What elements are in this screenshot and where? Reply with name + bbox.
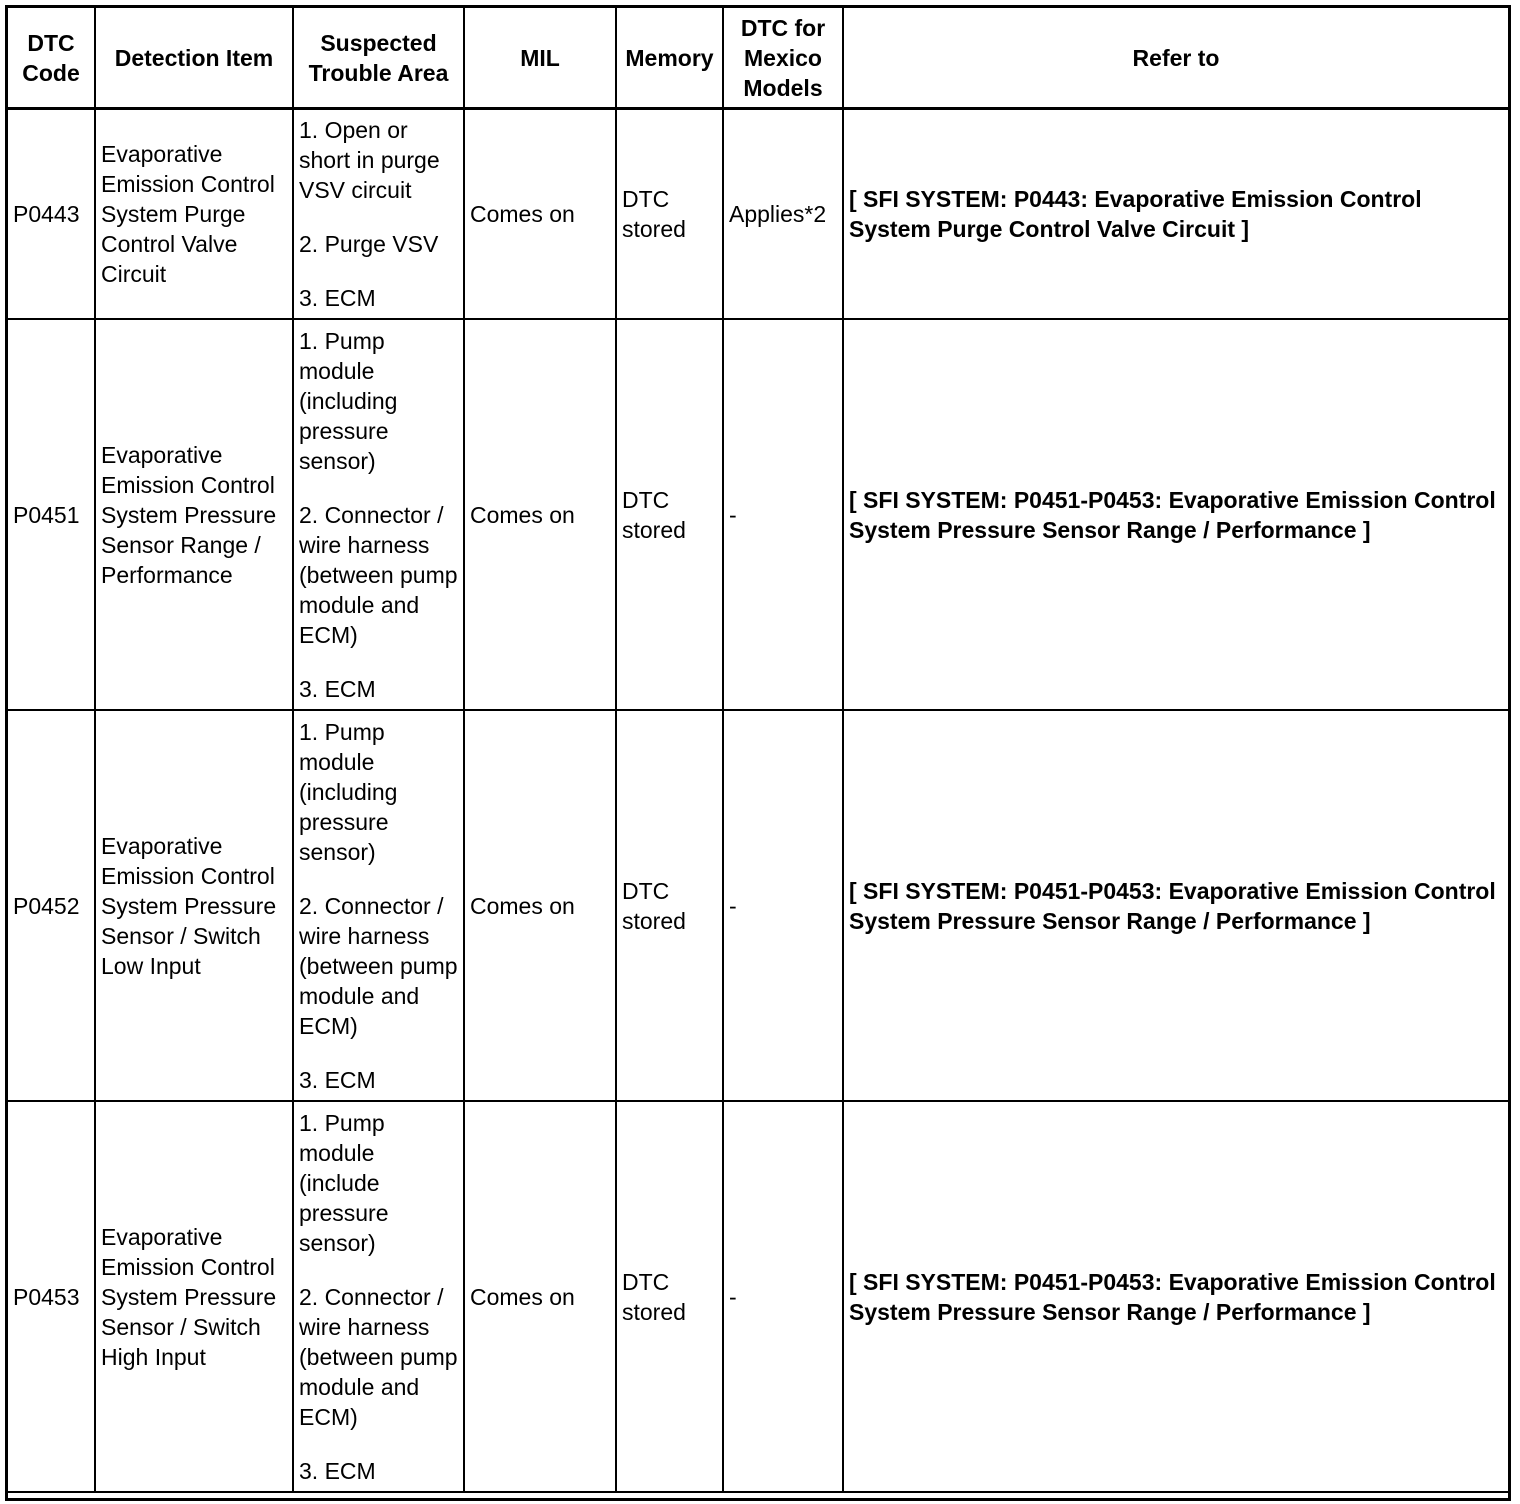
trouble-area-item: 2. Connector / wire harness (between pump module and ECM) — [299, 501, 458, 648]
trouble-area-item: 1. Open or short in purge VSV circuit — [299, 117, 440, 203]
mil-cell: Comes on — [464, 1101, 616, 1492]
detection-item-cell: Evaporative Emission Control System Pressure Sensor / Switch High Input — [95, 1101, 293, 1492]
trouble-area-item: 2. Connector / wire harness (between pump module and ECM) — [299, 892, 458, 1039]
memory-cell: DTC stored — [616, 1101, 723, 1492]
trouble-area-item: 1. Pump module (including pressure sensor) — [299, 718, 398, 865]
dtc-code-cell: P0443 — [7, 109, 95, 320]
table-row — [7, 1101, 1509, 1492]
trouble-area-item: 3. ECM — [299, 1457, 376, 1484]
mil-cell: Comes on — [464, 710, 616, 1101]
mexico-cell: - — [723, 1101, 843, 1492]
mexico-cell: - — [723, 319, 843, 710]
table-row — [7, 109, 1509, 320]
table-header-row — [7, 7, 1509, 109]
refer-to-link[interactable]: [ SFI SYSTEM: P0451-P0453: Evaporative Emission Control System Pressure Sensor Range / Performance ] — [843, 319, 1509, 710]
table-row — [7, 710, 1509, 1101]
refer-to-link[interactable]: [ SFI SYSTEM: P0451-P0453: Evaporative Emission Control System Pressure Sensor Range / Performance ] — [843, 710, 1509, 1101]
header-detection-item: Detection Item — [95, 7, 293, 109]
trouble-area-item: 1. Pump module (including pressure sensor) — [299, 327, 398, 474]
header-memory: Memory — [616, 7, 723, 109]
refer-to-link[interactable]: [ SFI SYSTEM: P0443: Evaporative Emission Control System Purge Control Valve Circuit ] — [843, 109, 1509, 320]
mexico-cell: Applies*2 — [723, 109, 843, 320]
memory-cell: DTC stored — [616, 109, 723, 320]
trouble-area-item: 2. Connector / wire harness (between pump module and ECM) — [299, 1283, 458, 1430]
memory-cell: DTC stored — [616, 319, 723, 710]
memory-cell: DTC stored — [616, 710, 723, 1101]
trouble-area-cell — [293, 319, 464, 710]
header-mil: MIL — [464, 7, 616, 109]
trouble-area-item: 3. ECM — [299, 675, 376, 702]
dtc-code-cell: P0451 — [7, 319, 95, 710]
trouble-area-cell — [293, 1101, 464, 1492]
mil-cell: Comes on — [464, 109, 616, 320]
mil-cell: Comes on — [464, 319, 616, 710]
trouble-area-item: 3. ECM — [299, 285, 376, 311]
header-mexico-models: DTC for Mexico Models — [723, 7, 843, 109]
refer-to-link[interactable]: [ SFI SYSTEM: P0451-P0453: Evaporative Emission Control System Pressure Sensor Range / Performance ] — [843, 1101, 1509, 1492]
dtc-code-cell: P0452 — [7, 710, 95, 1101]
dtc-table — [6, 6, 1510, 1493]
table-row — [7, 319, 1509, 710]
trouble-area-item: 2. Purge VSV — [299, 231, 439, 257]
trouble-area-cell — [293, 710, 464, 1101]
header-dtc-code: DTC Code — [7, 7, 95, 109]
dtc-code-cell: P0453 — [7, 1101, 95, 1492]
trouble-area-cell — [293, 109, 464, 320]
header-suspected-trouble-area: Suspected Trouble Area — [293, 7, 464, 109]
trouble-area-item: 3. ECM — [299, 1066, 376, 1093]
detection-item-cell: Evaporative Emission Control System Pressure Sensor Range / Performance — [95, 319, 293, 710]
mexico-cell: - — [723, 710, 843, 1101]
detection-item-cell: Evaporative Emission Control System Pressure Sensor / Switch Low Input — [95, 710, 293, 1101]
header-refer-to: Refer to — [843, 7, 1509, 109]
detection-item-cell: Evaporative Emission Control System Purge Control Valve Circuit — [95, 109, 293, 320]
trouble-area-item: 1. Pump module (include pressure sensor) — [299, 1109, 389, 1256]
